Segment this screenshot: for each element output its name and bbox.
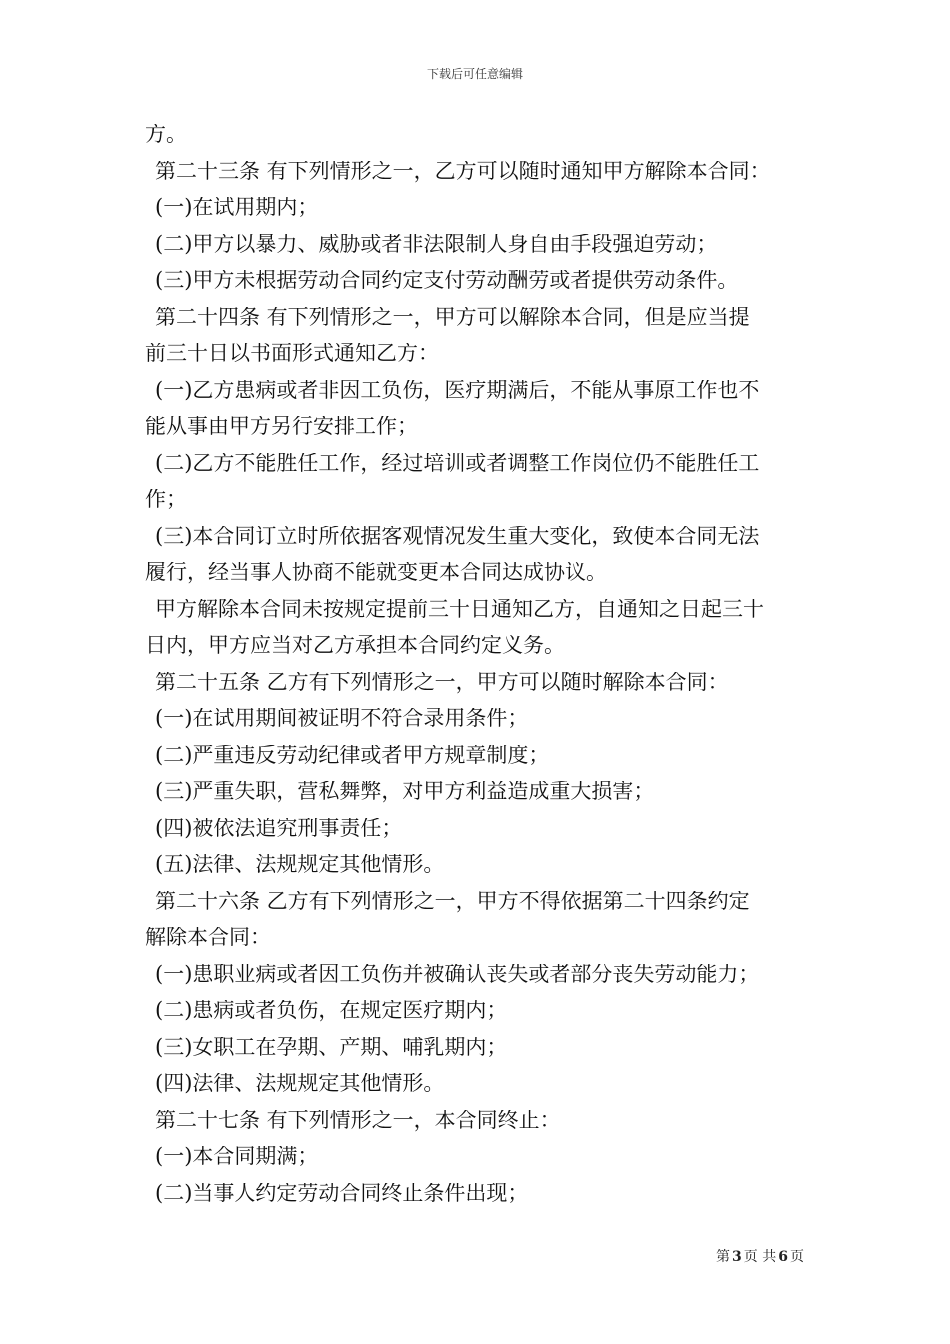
text-line: (一)在试用期间被证明不符合录用条件； (155, 708, 529, 730)
text-line: 作； (145, 489, 187, 511)
text-line: (一)乙方患病或者非因工负伤，医疗期满后，不能从事原工作也不 (155, 379, 760, 402)
text-line: 方。 (145, 124, 187, 146)
text-line: (二)患病或者负伤，在规定医疗期内； (155, 1000, 508, 1022)
text-line: (三)女职工在孕期、产期、哺乳期内； (155, 1036, 508, 1059)
page-footer (716, 1249, 804, 1265)
text-line: (三)严重失职，营私舞弊，对甲方利益造成重大损害； (155, 781, 655, 803)
document-body (145, 124, 807, 1219)
text-line: 前三十日以书面形式通知乙方： (145, 343, 439, 365)
text-line: (四)法律、法规规定其他情形。 (155, 1073, 445, 1095)
text-line: 履行，经当事人协商不能就变更本合同达成协议。 (145, 562, 607, 584)
text-line: 第二十三条 有下列情形之一，乙方可以随时通知甲方解除本合同： (155, 160, 771, 183)
text-line: (二)当事人约定劳动合同终止条件出现； (155, 1182, 529, 1205)
text-line: (一)患职业病或者因工负伤并被确认丧失或者部分丧失劳动能力； (155, 963, 760, 986)
text-line: 能从事由甲方另行安排工作； (145, 416, 418, 438)
text-line: 甲方解除本合同未按规定提前三十日通知乙方，自通知之日起三十 (155, 598, 764, 621)
page-header (0, 66, 950, 82)
text-line: (一)在试用期内； (155, 197, 319, 219)
text-line: (四)被依法追究刑事责任； (155, 817, 403, 840)
text-line: (二)乙方不能胜任工作，经过培训或者调整工作岗位仍不能胜任工 (155, 452, 760, 475)
footer-middle: 页 共 (743, 1249, 777, 1265)
footer-total-pages: 6 (778, 1249, 788, 1265)
text-line: 第二十七条 有下列情形之一，本合同终止： (155, 1109, 561, 1132)
text-line: 第二十四条 有下列情形之一，甲方可以解除本合同，但是应当提 (155, 306, 750, 329)
text-line: (三)本合同订立时所依据客观情况发生重大变化，致使本合同无法 (155, 525, 760, 548)
text-line: (二)甲方以暴力、威胁或者非法限制人身自由手段强迫劳动； (155, 233, 718, 256)
text-line: 解除本合同： (145, 927, 271, 949)
text-line: (二)严重违反劳动纪律或者甲方规章制度； (155, 744, 550, 767)
text-line: (五)法律、法规规定其他情形。 (155, 854, 445, 876)
footer-prefix: 第 (716, 1249, 730, 1265)
text-line: 日内，甲方应当对乙方承担本合同约定义务。 (145, 635, 565, 657)
text-line: 第二十六条 乙方有下列情形之一，甲方不得依据第二十四条约定 (155, 890, 750, 913)
footer-page-number: 3 (732, 1249, 742, 1265)
text-line: 第二十五条 乙方有下列情形之一，甲方可以随时解除本合同： (155, 671, 729, 694)
text-line: (三)甲方未根据劳动合同约定支付劳动酬劳或者提供劳动条件。 (155, 270, 739, 292)
header-text: 下载后可任意编辑 (426, 67, 523, 81)
text-line: (一)本合同期满； (155, 1146, 319, 1168)
footer-suffix: 页 (789, 1249, 804, 1265)
